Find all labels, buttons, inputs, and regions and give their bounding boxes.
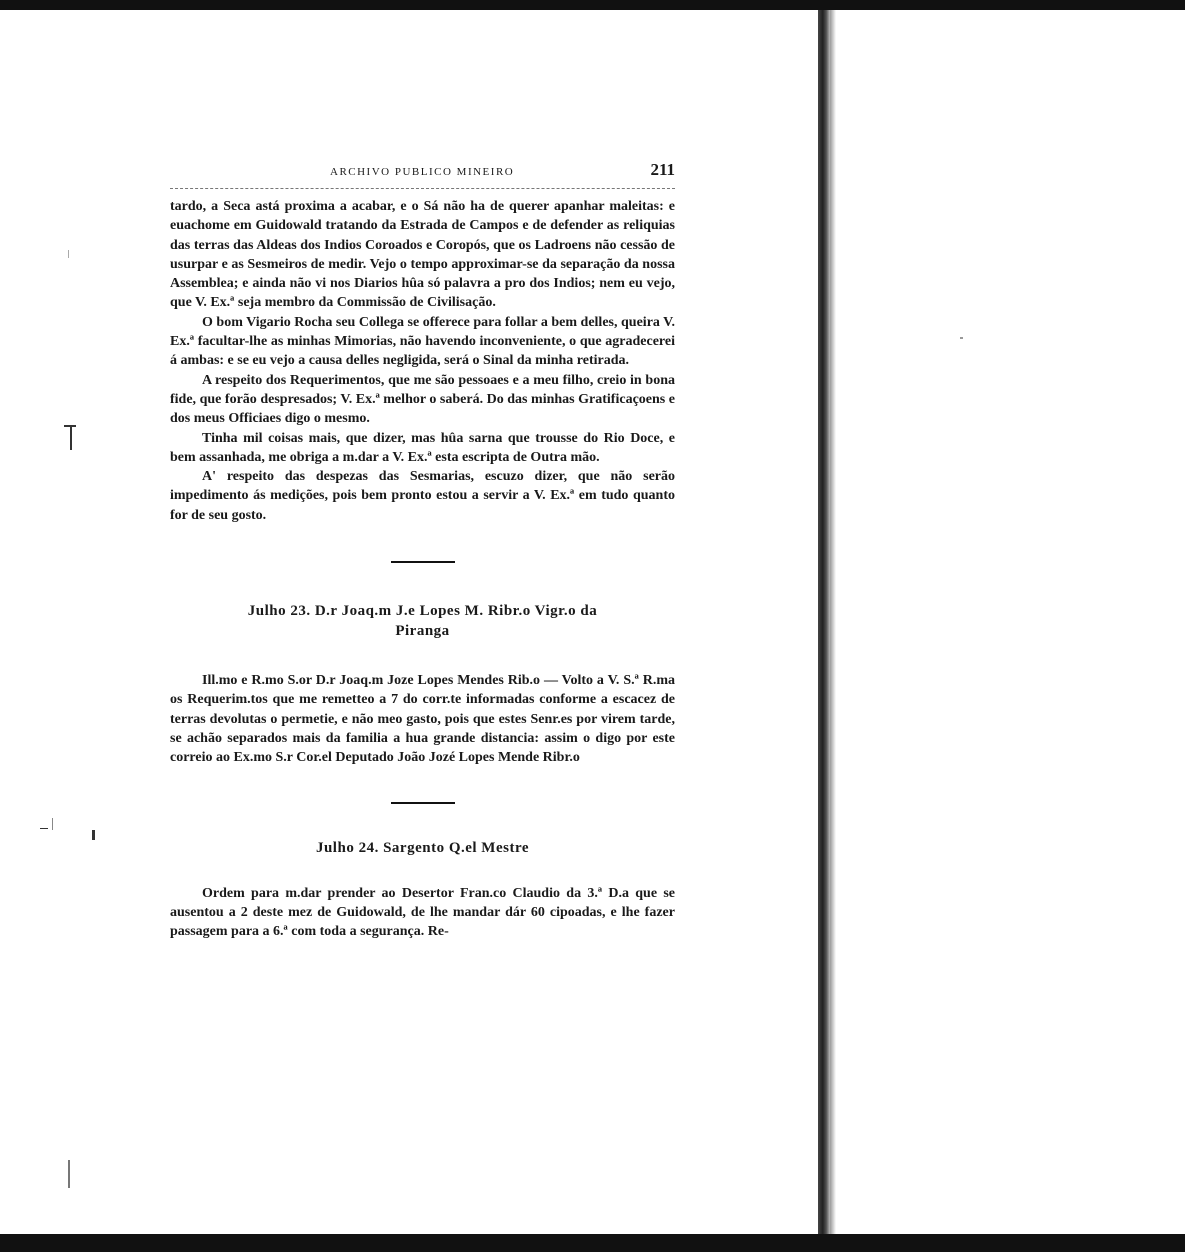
letter-entry [170,884,675,942]
scan-mark [68,250,69,258]
paragraph: Ordem para m.dar prender ao Desertor Fran.co Claudio da 3.ª D.a que se ausentou a 2 deste mez de Guidowald, de lhe mandar dár 60 cipoadas, e lhe fazer passagem para a 6.ª com toda a segurança. Re- [170,885,675,940]
scan-mark [64,425,76,427]
paragraph: O bom Vigario Rocha seu Collega se offerece para follar a bem delles, queira V. Ex.ª facultar-lhe as minhas Mimorias, não havendo inconveniente, o que agradecerei á ambas: e se eu vejo a causa delles negligida, será o Sinal da minha retirada. [170,314,675,369]
paragraph: Tinha mil coisas mais, que dizer, mas hûa sarna que trousse do Rio Doce, e bem assanhada, me obriga a m.dar a V. Ex.ª esta escripta de Outra mão. [170,430,675,465]
scan-mark [70,425,72,450]
header-rule [170,188,675,189]
entry-heading-line: Piranga [395,623,450,640]
scan-top-border [0,0,1185,10]
running-head [170,160,675,188]
scan-bottom-border [0,1234,1185,1252]
paragraph: A' respeito das despezas das Sesmarias, escuzo dizer, que não serão impedimento ás medições, pois bem pronto estou a servir a V. Ex.ª em tudo quanto for de seu gosto. [170,469,675,523]
book-page [170,160,675,941]
scan-mark [40,828,48,829]
book-gutter-fade [830,10,836,1234]
entry-heading-line: Julho 23. D.r Joaq.m J.e Lopes M. Ribr.o Vigr.o da [247,603,598,620]
letter-entry [170,671,675,767]
running-title: ARCHIVO PUBLICO MINEIRO [330,166,515,178]
entry-heading-line: Julho 24. Sargento Q.el Mestre [315,839,530,856]
book-spine-shadow [818,10,830,1234]
scan-mark [92,830,95,840]
entry-heading [170,838,675,858]
scan-mark [68,1160,70,1188]
scan-mark [52,818,53,830]
paragraph: tardo, a Seca astá proxima a acabar, e o Sá não ha de querer apanhar maleitas: e euachome em Guidowald tratando da Estrada de Campos e de defender as reliquias das terras das Aldeas dos Indios Coroados e Coropós, que os Ladroens não cessão de usurpar e as Sesmeiros de medir. Vejo o tempo approximar-se da separação da nossa Assemblea; e ainda não vi nos Diarios hûa só palavra a pro dos Indios; nem eu vejo, que V. Ex.ª seja membro da Commissão de Civilisação. [170,199,675,311]
paragraph: Ill.mo e R.mo S.or D.r Joaq.m Joze Lopes Mendes Rib.o — Volto a V. S.ª R.ma os Requerim.tos que me remetteo a 7 do corr.te informadas conforme a escacez de terras devolutas o permetie, e não meo gasto, pois que estes Senr.es por virem tarde, se achão separados mais da familia a hua grande distancia: assim o digo por este correio ao Ex.mo S.r Cor.el Deputado João Jozé Lopes Mende Ribr.o [170,673,675,766]
paragraph: A respeito dos Requerimentos, que me são pessoaes e a meu filho, creio in bona fide, que forão despresados; V. Ex.ª melhor o saberá. Do das minhas Gratificaçoens e dos meus Officiaes digo o mesmo. [170,372,675,427]
scan-speck [960,337,963,339]
letter-continuation [170,197,675,525]
page-number: 211 [650,160,675,179]
entry-heading [170,601,675,641]
